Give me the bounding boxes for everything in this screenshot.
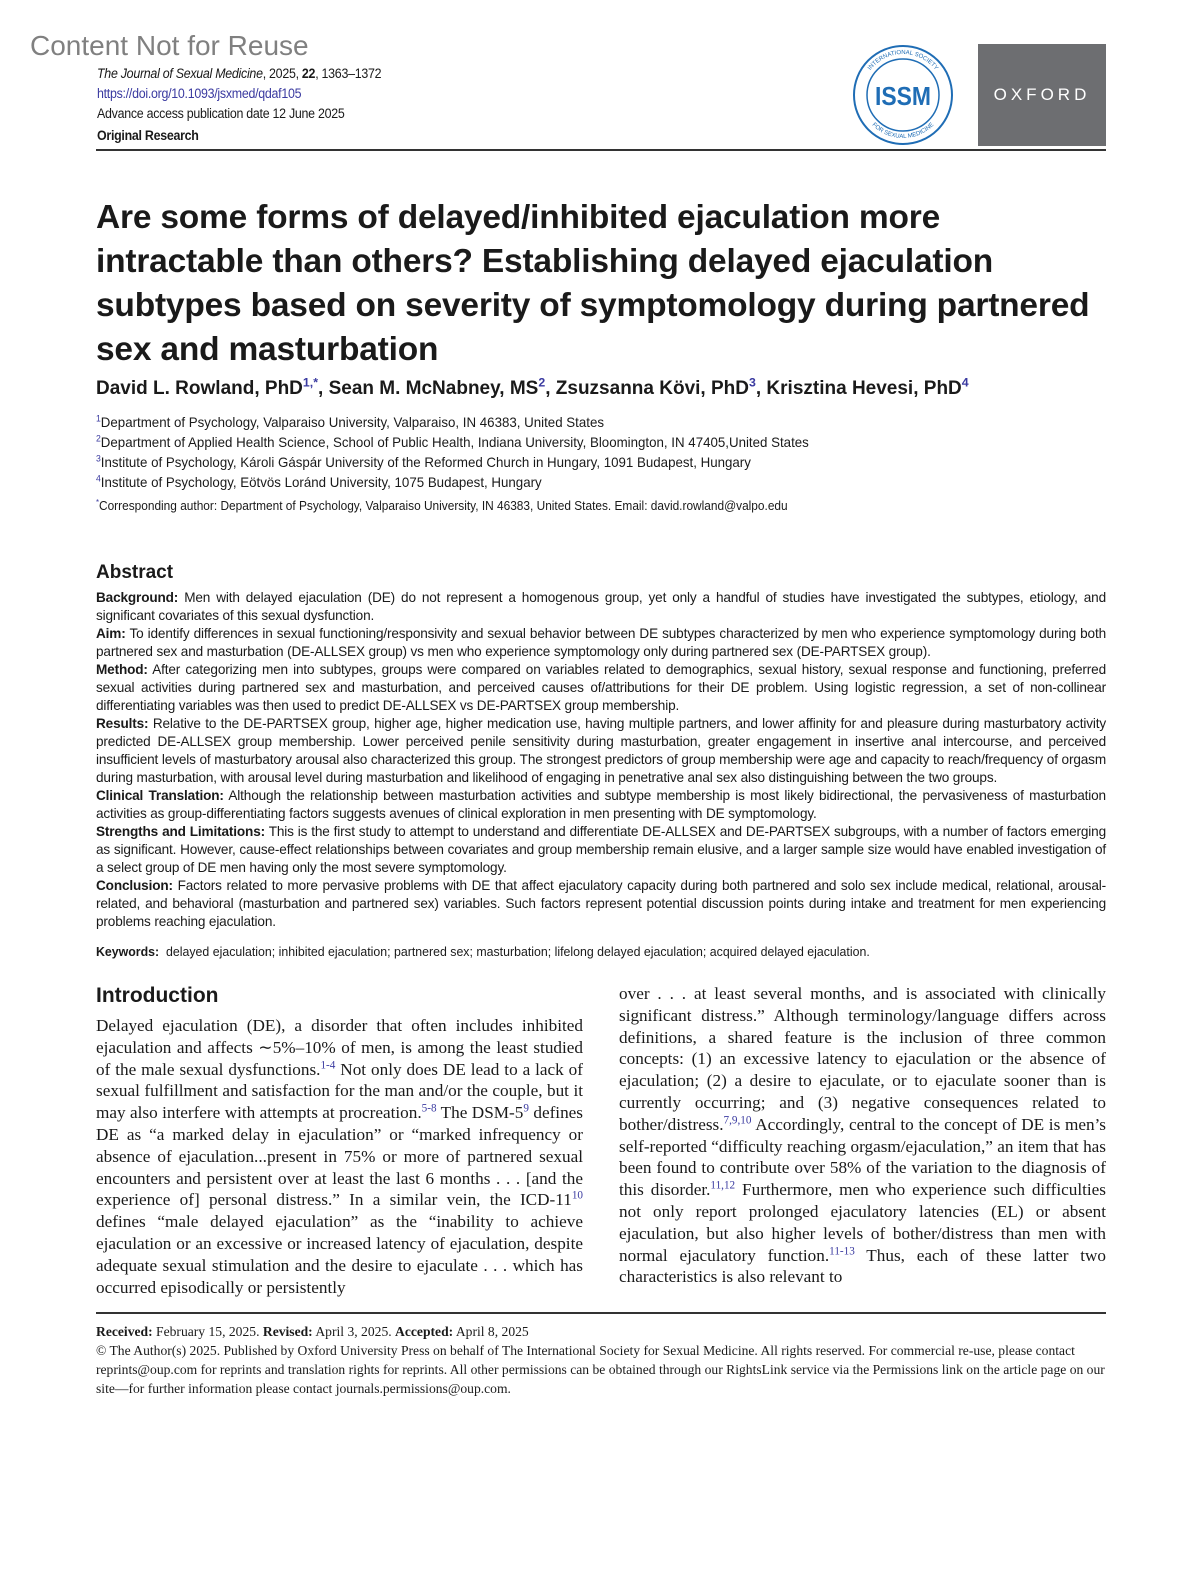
- author-name: Krisztina Hevesi, PhD: [766, 378, 962, 399]
- intro-text: Furthermore, men who experience such difficulties not only report prolonged ejaculatory latencies (EL) or absent ejaculation, but also higher levels of bother/distress than men with normal ejaculatory function.: [619, 1180, 1106, 1265]
- intro-column-left: [96, 983, 583, 1298]
- author-separator: ,: [545, 378, 556, 399]
- affiliation-marker: 1: [96, 413, 101, 424]
- author-name: Zsuzsanna Kövi, PhD: [555, 378, 749, 399]
- author-separator: ,: [318, 378, 329, 399]
- intro-text: The DSM-5: [436, 1103, 524, 1123]
- issm-logo: [852, 44, 954, 146]
- abstract-section-text: Factors related to more pervasive problems with DE that affect ejaculatory capacity during both partnered and solo sex include medical, relational, arousal-related, and behavioral (masturbation and partnered sex) variables. Such factors represent potential discussion points during intake and treatment for men experiencing problems reaching ejaculation.: [96, 878, 1106, 929]
- abstract-section-text: This is the first study to attempt to understand and differentiate DE-ALLSEX and DE-PARTSEX subgroups, with a number of factors emerging as significant. However, cause-effect relationships between covariates and group membership remain elusive, and a larger sample size would have enabled investigation of a select group of DE men having only the most severe symptomology.: [96, 824, 1106, 875]
- affiliation-marker: 2: [96, 433, 101, 444]
- affiliation-text: Institute of Psychology, Eötvös Loránd University, 1075 Budapest, Hungary: [100, 474, 542, 490]
- article-type: Original Research: [97, 128, 199, 143]
- author-name: Sean M. McNabney, MS: [328, 378, 539, 399]
- received-date: February 15, 2025.: [152, 1323, 263, 1339]
- corresponding-marker: *: [96, 497, 99, 507]
- citation-link[interactable]: 11,12: [710, 1179, 736, 1192]
- journal-name: The Journal of Sexual Medicine: [97, 66, 263, 81]
- affiliation-item: [96, 452, 1056, 472]
- affiliation-marker: 4: [96, 473, 101, 484]
- citation-link[interactable]: 7,9,10: [723, 1114, 752, 1127]
- footer-divider: [96, 1312, 1106, 1314]
- citation-link[interactable]: 1-4: [320, 1058, 336, 1071]
- doi-link[interactable]: https://doi.org/10.1093/jsxmed/qdaf105: [97, 86, 302, 101]
- affiliation-marker: 3: [96, 453, 101, 464]
- intro-text: defines “male delayed ejaculation” as the “inability to achieve ejaculation or an excessive or increased latency of ejaculation, despite adequate sexual stimulation and the desire to ejaculate . . . which has occurred episodically or persistently: [96, 1212, 583, 1297]
- keywords-label: Keywords:: [96, 944, 160, 959]
- abstract-section-label: Clinical Translation:: [96, 788, 224, 803]
- abstract-section: [96, 823, 1106, 877]
- publication-date: Advance access publication date 12 June 2025: [97, 106, 345, 121]
- abstract-section-label: Results:: [96, 716, 149, 731]
- abstract-section-label: Background:: [96, 590, 179, 605]
- intro-right-text: [619, 983, 1106, 1288]
- citation-link[interactable]: 9: [523, 1102, 529, 1115]
- article-dates: [96, 1322, 1106, 1341]
- abstract-section-label: Aim:: [96, 626, 126, 641]
- affiliations: [96, 412, 1106, 492]
- abstract-section: [96, 877, 1106, 931]
- affiliation-text: Department of Applied Health Science, School of Public Health, Indiana University, Bloomington, IN 47405,United States: [100, 434, 809, 450]
- issm-ring-top: INTERNATIONAL SOCIETY: [867, 49, 939, 72]
- intro-text: Delayed ejaculation (DE), a disorder that often includes inhibited ejaculation and affects ∼5%–10% of men, is among the least studied of the male sexual dysfunctions.: [96, 1016, 583, 1079]
- keywords: [96, 943, 1056, 961]
- accepted-label: Accepted:: [395, 1323, 454, 1339]
- abstract-section: [96, 715, 1106, 787]
- revised-label: Revised:: [262, 1323, 313, 1339]
- citation-link[interactable]: 5-8: [421, 1102, 437, 1115]
- keywords-text: delayed ejaculation; inhibited ejaculation; partnered sex; masturbation; lifelong delayed ejaculation; acquired delayed ejaculation.: [166, 944, 870, 959]
- journal-year: , 2025,: [262, 66, 302, 81]
- author-separator: ,: [755, 378, 767, 399]
- affiliation-item: [96, 412, 1056, 432]
- author-name: David L. Rowland, PhD: [96, 378, 303, 399]
- abstract-section: [96, 589, 1106, 625]
- abstract-section-label: Method:: [96, 662, 148, 677]
- accepted-date: April 8, 2025: [453, 1323, 529, 1339]
- corresponding-text: Corresponding author: Department of Psychology, Valparaiso University, IN 46383, United States. Email: david.rowland@valpo.edu: [98, 499, 788, 513]
- affiliation-text: Department of Psychology, Valparaiso University, Valparaiso, IN 46383, United States: [100, 414, 604, 430]
- issm-ring-bottom: FOR SEXUAL MEDICINE: [870, 121, 936, 141]
- intro-text: over . . . at least several months, and is associated with clinically significant distress.” Although terminology/language differs across definitions, a shared feature is the inclusion of three common concepts: (1) an excessive latency to ejaculation or the absence of ejaculation; (2) a desire to ejaculate, or to ejaculate sooner than is currently occurring; and (3) negative consequences related to bother/distress.: [619, 984, 1106, 1134]
- introduction-section: [96, 983, 1106, 1298]
- abstract-section: [96, 787, 1106, 823]
- intro-text: Accordingly, central to the concept of DE is men’s self-reported “difficulty reaching orgasm/ejaculation,” an item that has been found to contribute over 58% of the variation to the diagnosis of this disorder.: [619, 1114, 1106, 1200]
- abstract-section-label: Conclusion:: [96, 878, 173, 893]
- abstract-heading: Abstract: [96, 562, 174, 583]
- author-list: [96, 376, 1106, 402]
- affiliation-text: Institute of Psychology, Károli Gáspár University of the Reformed Church in Hungary, 1091 Budapest, Hungary: [100, 454, 751, 470]
- abstract-section-text: After categorizing men into subtypes, groups were compared on variables related to demographics, sexual history, sexual response and functioning, preferred sexual activities during partnered sex and masturbation, and perceived causes of/attributions for their DE problem. Using logistic regression, a set of non-collinear differentiating variables was then used to predict DE-ALLSEX vs DE-PARTSEX group membership.: [96, 662, 1106, 713]
- journal-volume: 22: [301, 66, 316, 81]
- issm-logo-text: ISSM: [875, 81, 931, 111]
- abstract-section-text: To identify differences in sexual functioning/responsivity and sexual behavior between DE subtypes characterized by men who experience symptomology during both partnered sex and masturbation (DE-ALLSEX group) vs men who experience symptomology only during partnered sex (DE-PARTSEX group).: [96, 626, 1106, 659]
- abstract-section: [96, 661, 1106, 715]
- revised-date: April 3, 2025.: [312, 1323, 396, 1339]
- intro-text: defines DE as “a marked delay in ejaculation” or “marked infrequency or absence of ejaculation...present in 75% or more of partnered sexual encounters and persistent over at least the last 6 months . . . [and the experience of] personal distress.” In a similar vein, the ICD-11: [96, 1103, 583, 1210]
- corresponding-author: [96, 498, 1056, 515]
- article-body: [96, 196, 1106, 1418]
- intro-text: Thus, each of these latter two characteristics is also relevant to: [619, 1245, 1107, 1287]
- header-divider: [96, 149, 1106, 151]
- introduction-heading: Introduction: [96, 984, 219, 1007]
- journal-citation: [97, 66, 381, 81]
- abstract-section-text: Men with delayed ejaculation (DE) do not represent a homogenous group, yet only a handful of studies have investigated the subtypes, etiology, and significant covariates of this sexual dysfunction.: [96, 590, 1106, 623]
- citation-link[interactable]: 11-13: [829, 1244, 855, 1257]
- received-label: Received:: [96, 1323, 153, 1339]
- article-title: Are some forms of delayed/inhibited ejaculation more intractable than others? Establishing delayed ejaculation subtypes based on severity of symptomology during partnered sex and masturbation: [96, 199, 1090, 368]
- author-affiliation-marker[interactable]: 3: [748, 375, 756, 390]
- abstract-section-label: Strengths and Limitations:: [96, 824, 265, 839]
- journal-pages: , 1363–1372: [315, 66, 382, 81]
- intro-left-text: [96, 1015, 583, 1298]
- copyright-notice: © The Author(s) 2025. Published by Oxford University Press on behalf of The International Society for Sexual Medicine. All rights reserved. For commercial re-use, please contact reprints@oup.com for reprints and translation rights for reprints. All other permissions can be obtained through our RightsLink service via the Permissions link on the article page on our site—for further information please contact journals.permissions@oup.com.: [96, 1342, 1105, 1396]
- abstract-section-text: Although the relationship between masturbation activities and subtype membership is most likely bidirectional, the pervasiveness of masturbation activities as group-differentiating factors suggests avenues of clinical exploration in men presenting with DE symptomology.: [96, 788, 1106, 821]
- intro-text: Not only does DE lead to a lack of sexual fulfillment and satisfaction for the man and/or the couple, but it may also interfere with attempts at procreation.: [96, 1059, 584, 1123]
- affiliation-item: [96, 472, 1056, 492]
- author-affiliation-marker[interactable]: 1,*: [302, 375, 319, 390]
- citation-link[interactable]: 10: [571, 1189, 583, 1202]
- abstract-body: [96, 589, 1106, 931]
- author-affiliation-marker[interactable]: 4: [961, 375, 969, 390]
- intro-column-right: [619, 983, 1106, 1288]
- abstract-section-text: Relative to the DE-PARTSEX group, higher age, higher medication use, having multiple partners, and lower affinity for and pleasure during masturbatory activity predicted DE-ALLSEX group membership. Lower perceived penile sensitivity during masturbation, greater engagement in insertive anal intercourse, and perceived insufficient levels of masturbatory arousal also characterized this group. The strongest predictors of group membership were age and capacity to reach/frequency of orgasm during masturbation, with arousal level during masturbation and likelihood of engaging in penetrative anal sex also distinguishing between the two groups.: [96, 716, 1106, 785]
- article-footer: [96, 1322, 1106, 1418]
- oxford-logo: OXFORD: [978, 44, 1106, 146]
- watermark-text: Content Not for Reuse: [30, 30, 309, 61]
- author-affiliation-marker[interactable]: 2: [538, 375, 546, 390]
- abstract-section: [96, 625, 1106, 661]
- affiliation-item: [96, 432, 1056, 452]
